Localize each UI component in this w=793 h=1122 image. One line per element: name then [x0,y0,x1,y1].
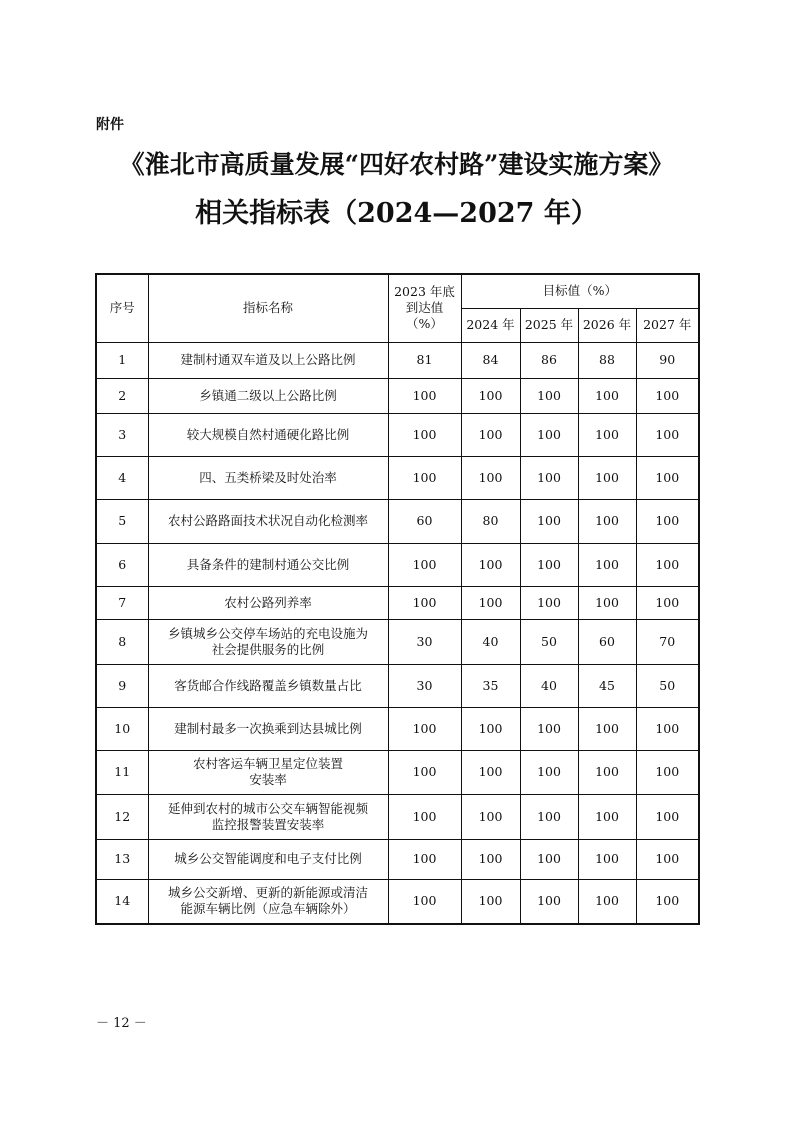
table-row [96,794,699,839]
document-subtitle: 相关指标表（2024—2027 年） [195,198,598,229]
row-target-value: 100 [636,707,699,750]
row-seq: 7 [96,586,148,619]
row-target-value: 100 [636,586,699,619]
row-target-value: 100 [461,707,520,750]
row-target-value: 88 [578,342,636,378]
header-year: 2026 年 [578,308,636,342]
row-target-value: 100 [461,794,520,839]
header-year: 2025 年 [520,308,578,342]
table-row [96,839,699,879]
row-target-value: 100 [520,750,578,794]
row-indicator-name: 城乡公交新增、更新的新能源或清洁 能源车辆比例（应急车辆除外） [148,879,388,924]
page-number: － 12 － [96,1016,147,1031]
row-target-value: 100 [578,707,636,750]
row-baseline-value: 30 [388,664,461,707]
row-indicator-name: 客货邮合作线路覆盖乡镇数量占比 [148,664,388,707]
row-target-value: 100 [461,378,520,413]
row-target-value: 50 [636,664,699,707]
row-target-value: 100 [636,794,699,839]
row-target-value: 100 [520,456,578,499]
row-seq: 6 [96,543,148,586]
row-baseline-value: 100 [388,879,461,924]
attachment-label: 附件 [96,117,124,133]
row-target-value: 50 [520,619,578,664]
row-target-value: 100 [578,879,636,924]
row-indicator-name: 农村公路列养率 [148,586,388,619]
row-baseline-value: 100 [388,707,461,750]
row-seq: 1 [96,342,148,378]
row-target-value: 100 [578,378,636,413]
table-row [96,664,699,707]
row-seq: 12 [96,794,148,839]
row-baseline-value: 100 [388,456,461,499]
row-target-value: 40 [520,664,578,707]
row-target-value: 100 [636,879,699,924]
row-target-value: 90 [636,342,699,378]
row-target-value: 100 [461,586,520,619]
row-target-value: 100 [461,879,520,924]
row-target-value: 100 [578,456,636,499]
row-target-value: 60 [578,619,636,664]
row-target-value: 100 [636,543,699,586]
row-target-value: 100 [578,543,636,586]
row-target-value: 100 [578,839,636,879]
table-row [96,342,699,378]
row-target-value: 100 [461,543,520,586]
row-baseline-value: 60 [388,499,461,543]
row-baseline-value: 100 [388,543,461,586]
row-indicator-name: 乡镇通二级以上公路比例 [148,378,388,413]
header-year: 2024 年 [461,308,520,342]
table-row [96,543,699,586]
row-baseline-value: 100 [388,378,461,413]
table-row [96,879,699,924]
document-title: 《淮北市高质量发展“四好农村路”建设实施方案》 [119,150,674,179]
table-row [96,707,699,750]
row-target-value: 100 [636,378,699,413]
row-target-value: 100 [520,879,578,924]
row-target-value: 100 [461,750,520,794]
table-row [96,499,699,543]
row-indicator-name: 建制村通双车道及以上公路比例 [148,342,388,378]
header-baseline: 2023 年底 到达值 （%） [388,274,461,342]
row-target-value: 45 [578,664,636,707]
row-target-value: 100 [578,586,636,619]
table-row [96,619,699,664]
row-seq: 10 [96,707,148,750]
row-target-value: 100 [578,499,636,543]
row-target-value: 100 [520,707,578,750]
row-baseline-value: 81 [388,342,461,378]
row-target-value: 100 [520,586,578,619]
row-indicator-name: 乡镇城乡公交停车场站的充电设施为 社会提供服务的比例 [148,619,388,664]
header-target: 目标值（%） [461,274,699,308]
row-target-value: 100 [578,794,636,839]
header-indicator-name: 指标名称 [148,274,388,342]
row-target-value: 100 [520,378,578,413]
row-target-value: 100 [636,456,699,499]
row-baseline-value: 100 [388,750,461,794]
row-indicator-name: 农村公路路面技术状况自动化检测率 [148,499,388,543]
table-row [96,456,699,499]
row-seq: 11 [96,750,148,794]
table-body [96,342,699,924]
row-seq: 9 [96,664,148,707]
row-target-value: 100 [461,413,520,456]
row-seq: 8 [96,619,148,664]
row-target-value: 100 [636,839,699,879]
row-target-value: 100 [636,499,699,543]
row-seq: 5 [96,499,148,543]
row-target-value: 100 [636,413,699,456]
row-target-value: 100 [578,413,636,456]
row-indicator-name: 城乡公交智能调度和电子支付比例 [148,839,388,879]
row-baseline-value: 100 [388,586,461,619]
row-seq: 14 [96,879,148,924]
row-target-value: 80 [461,499,520,543]
row-seq: 2 [96,378,148,413]
row-baseline-value: 100 [388,413,461,456]
row-target-value: 100 [520,543,578,586]
row-seq: 4 [96,456,148,499]
row-target-value: 100 [520,499,578,543]
row-indicator-name: 较大规模自然村通硬化路比例 [148,413,388,456]
row-target-value: 70 [636,619,699,664]
row-indicator-name: 四、五类桥梁及时处治率 [148,456,388,499]
row-baseline-value: 30 [388,619,461,664]
row-target-value: 35 [461,664,520,707]
row-indicator-name: 具备条件的建制村通公交比例 [148,543,388,586]
row-baseline-value: 100 [388,839,461,879]
row-baseline-value: 100 [388,794,461,839]
row-target-value: 100 [636,750,699,794]
row-indicator-name: 延伸到农村的城市公交车辆智能视频 监控报警装置安装率 [148,794,388,839]
indicator-table [95,273,700,925]
table-row [96,378,699,413]
row-target-value: 100 [520,839,578,879]
header-seq: 序号 [96,274,148,342]
row-target-value: 100 [520,794,578,839]
row-target-value: 100 [520,413,578,456]
row-target-value: 40 [461,619,520,664]
header-year: 2027 年 [636,308,699,342]
row-target-value: 100 [461,839,520,879]
row-target-value: 100 [461,456,520,499]
row-target-value: 86 [520,342,578,378]
row-seq: 13 [96,839,148,879]
row-indicator-name: 建制村最多一次换乘到达县城比例 [148,707,388,750]
row-target-value: 100 [578,750,636,794]
row-target-value: 84 [461,342,520,378]
row-indicator-name: 农村客运车辆卫星定位装置 安装率 [148,750,388,794]
table-row [96,413,699,456]
table-row [96,750,699,794]
table-row [96,586,699,619]
row-seq: 3 [96,413,148,456]
